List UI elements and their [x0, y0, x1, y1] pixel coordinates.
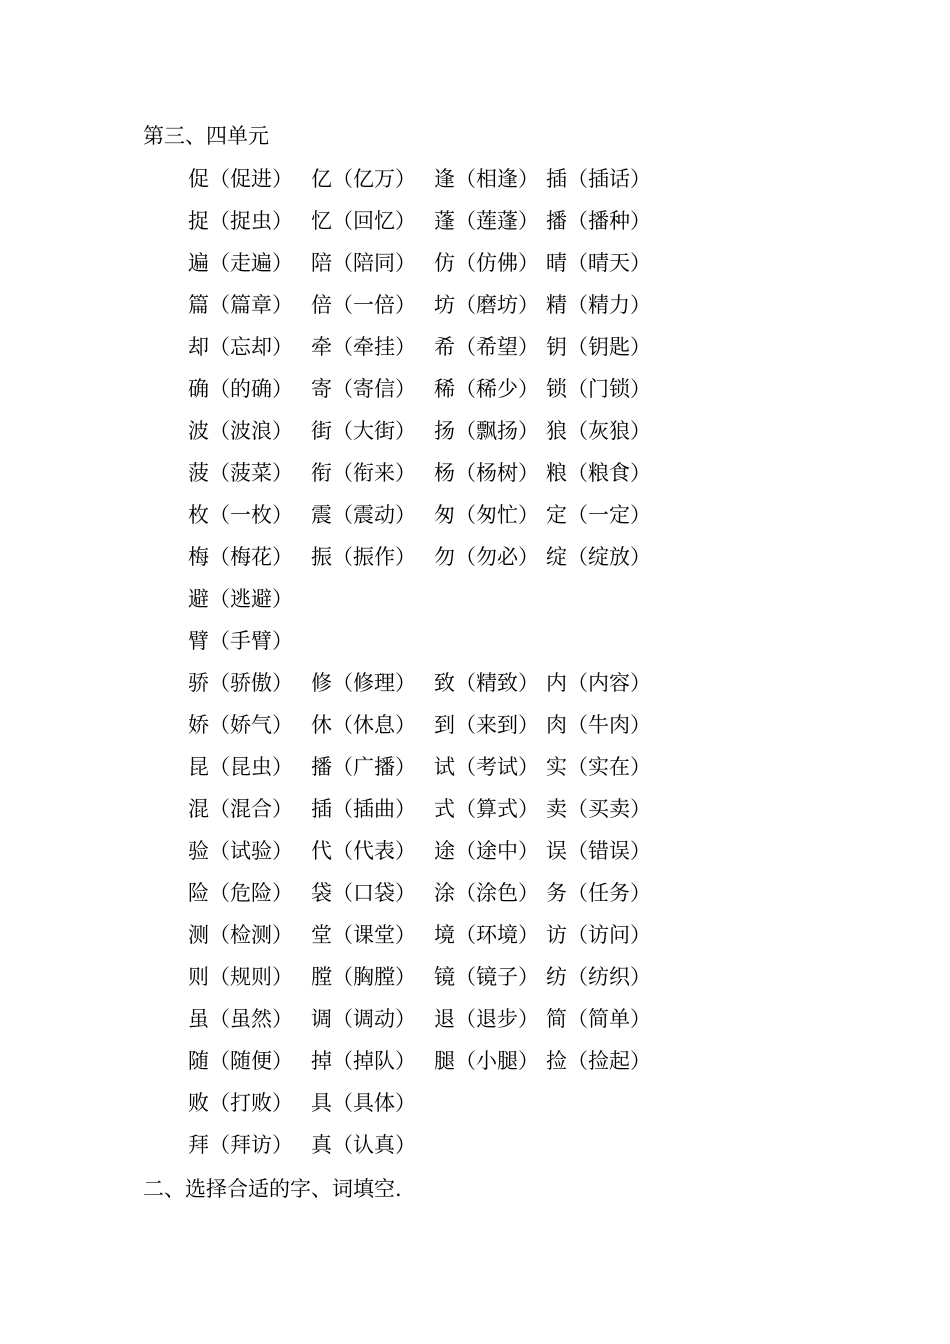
word-entry: 捡（捡起） [546, 1049, 651, 1073]
word-entry: 亿（亿万） [311, 167, 416, 191]
word-entry: 具（具体） [311, 1091, 416, 1115]
word-entry: 败（打败） [188, 1091, 293, 1115]
word-entry: 钥（钥匙） [546, 335, 651, 359]
next-section-title: 二、选择合适的字、词填空. [143, 1177, 402, 1201]
word-entry: 篇（篇章） [188, 293, 293, 317]
word-entry: 却（忘却） [188, 335, 293, 359]
word-entry: 试（考试） [434, 755, 539, 779]
section-title: 第三、四单元 [143, 124, 269, 148]
word-entry: 致（精致） [434, 671, 539, 695]
word-entry: 插（插曲） [311, 797, 416, 821]
word-entry: 遍（走遍） [188, 251, 293, 275]
word-entry: 坊（磨坊） [434, 293, 539, 317]
word-entry: 晴（晴天） [546, 251, 651, 275]
word-entry: 忆（回忆） [311, 209, 416, 233]
word-entry: 访（访问） [546, 923, 651, 947]
word-entry: 播（广播） [311, 755, 416, 779]
word-entry: 肉（牛肉） [546, 713, 651, 737]
word-entry: 勿（勿必） [434, 545, 539, 569]
word-entry: 腿（小腿） [434, 1049, 539, 1073]
word-entry: 到（来到） [434, 713, 539, 737]
word-entry: 务（任务） [546, 881, 651, 905]
word-entry: 牵（牵挂） [311, 335, 416, 359]
word-entry: 希（希望） [434, 335, 539, 359]
word-entry: 衔（衔来） [311, 461, 416, 485]
word-entry: 绽（绽放） [546, 545, 651, 569]
word-entry: 途（途中） [434, 839, 539, 863]
word-entry: 测（检测） [188, 923, 293, 947]
word-entry: 骄（骄傲） [188, 671, 293, 695]
word-entry: 内（内容） [546, 671, 651, 695]
word-entry: 卖（买卖） [546, 797, 651, 821]
word-entry: 播（播种） [546, 209, 651, 233]
word-entry: 避（逃避） [188, 587, 293, 611]
word-entry: 真（认真） [311, 1133, 416, 1157]
word-entry: 蓬（莲蓬） [434, 209, 539, 233]
word-entry: 验（试验） [188, 839, 293, 863]
word-entry: 险（危险） [188, 881, 293, 905]
word-entry: 拜（拜访） [188, 1133, 293, 1157]
word-entry: 狼（灰狼） [546, 419, 651, 443]
word-entry: 娇（娇气） [188, 713, 293, 737]
word-entry: 寄（寄信） [311, 377, 416, 401]
word-entry: 昆（昆虫） [188, 755, 293, 779]
word-entry: 菠（菠菜） [188, 461, 293, 485]
word-entry: 捉（捉虫） [188, 209, 293, 233]
word-entry: 定（一定） [546, 503, 651, 527]
word-entry: 涂（涂色） [434, 881, 539, 905]
word-entry: 随（随便） [188, 1049, 293, 1073]
word-entry: 匆（匆忙） [434, 503, 539, 527]
word-entry: 掉（掉队） [311, 1049, 416, 1073]
word-entry: 陪（陪同） [311, 251, 416, 275]
word-entry: 震（震动） [311, 503, 416, 527]
word-entry: 虽（虽然） [188, 1007, 293, 1031]
word-entry: 锁（门锁） [546, 377, 651, 401]
word-entry: 枚（一枚） [188, 503, 293, 527]
word-entry: 境（环境） [434, 923, 539, 947]
word-entry: 误（错误） [546, 839, 651, 863]
word-entry: 倍（一倍） [311, 293, 416, 317]
word-entry: 实（实在） [546, 755, 651, 779]
word-entry: 精（精力） [546, 293, 651, 317]
word-entry: 杨（杨树） [434, 461, 539, 485]
word-entry: 简（简单） [546, 1007, 651, 1031]
word-entry: 调（调动） [311, 1007, 416, 1031]
word-entry: 振（振作） [311, 545, 416, 569]
word-entry: 膛（胸膛） [311, 965, 416, 989]
word-entry: 镜（镜子） [434, 965, 539, 989]
word-entry: 促（促进） [188, 167, 293, 191]
word-entry: 插（插话） [546, 167, 651, 191]
word-entry: 休（休息） [311, 713, 416, 737]
word-entry: 代（代表） [311, 839, 416, 863]
word-entry: 臂（手臂） [188, 629, 293, 653]
word-entry: 确（的确） [188, 377, 293, 401]
word-entry: 仿（仿佛） [434, 251, 539, 275]
word-entry: 街（大街） [311, 419, 416, 443]
word-entry: 扬（飘扬） [434, 419, 539, 443]
word-entry: 逢（相逢） [434, 167, 539, 191]
word-entry: 梅（梅花） [188, 545, 293, 569]
word-entry: 式（算式） [434, 797, 539, 821]
word-entry: 波（波浪） [188, 419, 293, 443]
word-entry: 则（规则） [188, 965, 293, 989]
word-entry: 纺（纺织） [546, 965, 651, 989]
word-entry: 粮（粮食） [546, 461, 651, 485]
word-entry: 稀（稀少） [434, 377, 539, 401]
word-entry: 袋（口袋） [311, 881, 416, 905]
word-entry: 混（混合） [188, 797, 293, 821]
word-entry: 修（修理） [311, 671, 416, 695]
word-entry: 退（退步） [434, 1007, 539, 1031]
word-entry: 堂（课堂） [311, 923, 416, 947]
